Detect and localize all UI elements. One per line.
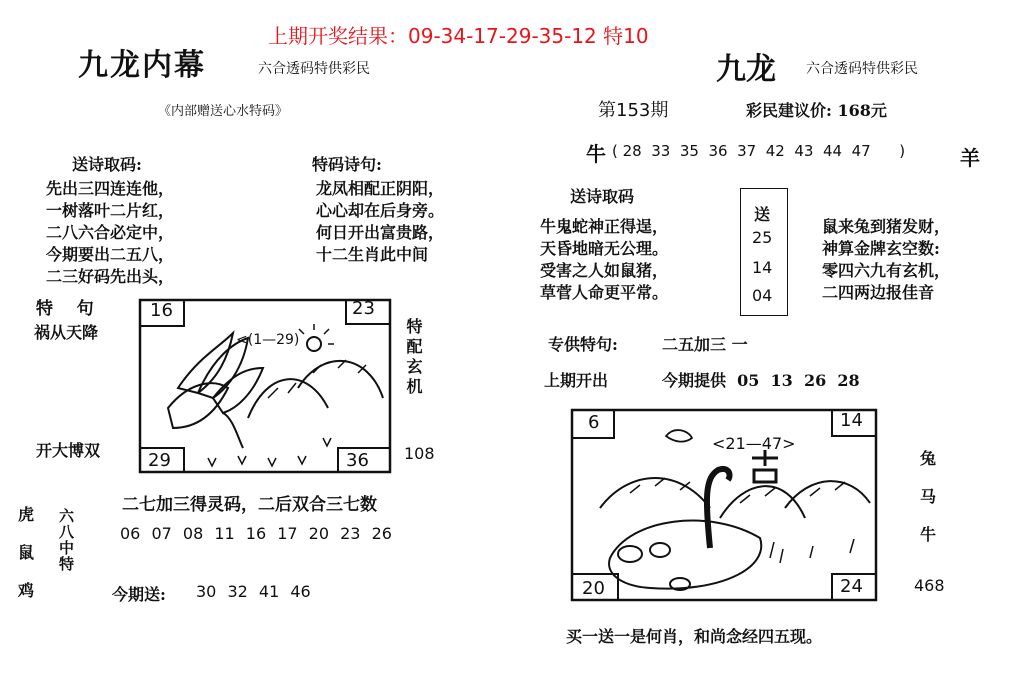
send-numbers: 30 32 41 46 [196, 582, 311, 601]
kai-da-bo-shuang: 开大博双 [36, 441, 101, 460]
tema-title: 特码诗句: [312, 155, 382, 174]
poem-line: 心心却在后身旁。 [316, 201, 445, 220]
riddle: 二七加三得灵码，二后双合三七数 [122, 495, 377, 515]
left-title: 九龙内幕 [78, 48, 206, 83]
send-box-label: 送 [754, 205, 771, 224]
corner-number: 14 [840, 410, 863, 431]
send-box-number: 04 [752, 286, 773, 305]
right-subtitle: 六合透码特供彩民 [806, 61, 918, 77]
corner-number: 16 [150, 300, 173, 321]
poem-line: 草菅人命更平常。 [540, 283, 669, 302]
this-period-provide: 今期提供 05 13 26 28 [662, 371, 860, 390]
send-label: 今期送: [112, 585, 166, 604]
number-list: 06 07 08 11 16 17 20 23 26 [120, 524, 392, 543]
poem-line: 神算金牌玄空数: [822, 239, 940, 258]
side-zodiac-list [920, 440, 936, 554]
poem-line: 二四两边报佳音 [822, 283, 935, 302]
number-468: 468 [914, 576, 945, 595]
poem-line: 一树落叶二片红， [46, 201, 175, 220]
last-open-label: 上期开出 [544, 371, 609, 390]
corner-number: 6 [588, 412, 600, 433]
te-ju-label: 特 句 [36, 299, 94, 319]
special-label: 专供特句: [548, 335, 618, 354]
price: 彩民建议价: 168元 [746, 101, 887, 120]
picture-note: <(1—29) [236, 332, 300, 348]
poem-line: 二三好码先出头， [46, 267, 175, 286]
right-poem-left [540, 216, 668, 304]
poem-line: 龙凤相配正阴阳， [316, 179, 445, 198]
number-108: 108 [404, 444, 435, 463]
niu-numbers: ( 28 33 35 36 37 42 43 44 47 ) [612, 142, 906, 160]
poem-line: 今期要出二五八， [46, 245, 175, 264]
corner-number: 36 [346, 450, 369, 471]
left-poem [46, 178, 174, 288]
left-subtitle: 六合透码特供彩民 [258, 61, 370, 77]
zodiac-item: 兔 [920, 449, 937, 468]
corner-number: 20 [582, 578, 605, 599]
corner-number: 29 [148, 450, 171, 471]
right-poem-right [822, 216, 950, 304]
poem-line: 鼠来兔到猪发财， [822, 217, 951, 236]
poem-line: 十二生肖此中间 [316, 245, 429, 264]
te-pei-xuan-ji: 特配玄机 [404, 318, 423, 398]
niu-label: 牛 [586, 142, 606, 166]
zodiac-item: 鸡 [18, 581, 35, 600]
liu-ba-zhong-te: 六八中特 [57, 508, 75, 572]
picture-note: <21—47> [712, 434, 796, 453]
te-ju-text: 祸从天降 [34, 323, 99, 342]
special-text: 二五加三 一 [662, 335, 748, 354]
zodiac-item: 虎 [18, 505, 35, 524]
left-poem-title: 送诗取码: [72, 155, 142, 174]
poem-line: 天昏地暗无公理。 [540, 239, 669, 258]
yang-label: 羊 [960, 146, 980, 170]
right-poem-title: 送诗取码 [570, 187, 635, 206]
zodiac-item: 鼠 [18, 543, 35, 562]
zodiac-item: 马 [920, 487, 937, 506]
issue-number: 第153期 [598, 100, 669, 121]
send-box-number: 25 [752, 228, 773, 247]
corner-number: 23 [352, 298, 375, 319]
gift-note: 《内部赠送心水特码》 [158, 104, 289, 119]
bottom-line: 买一送一是何肖，和尚念经四五现。 [566, 627, 823, 646]
poem-line: 零四六九有玄机， [822, 261, 951, 280]
poem-line: 二八六合必定中， [46, 223, 175, 242]
tema-poem [316, 178, 444, 266]
right-title: 九龙 [716, 52, 776, 87]
poem-line: 先出三四连连他， [46, 179, 175, 198]
last-result: 上期开奖结果：09-34-17-29-35-12 特10 [268, 24, 649, 48]
poem-line: 牛鬼蛇神正得逞， [540, 217, 669, 236]
corner-number: 24 [840, 576, 863, 597]
send-box-number: 14 [752, 258, 773, 277]
zodiac-list [18, 496, 34, 610]
zodiac-item: 牛 [920, 525, 937, 544]
poem-line: 受害之人如鼠猪， [540, 261, 669, 280]
poem-line: 何日开出富贵路， [316, 223, 445, 242]
